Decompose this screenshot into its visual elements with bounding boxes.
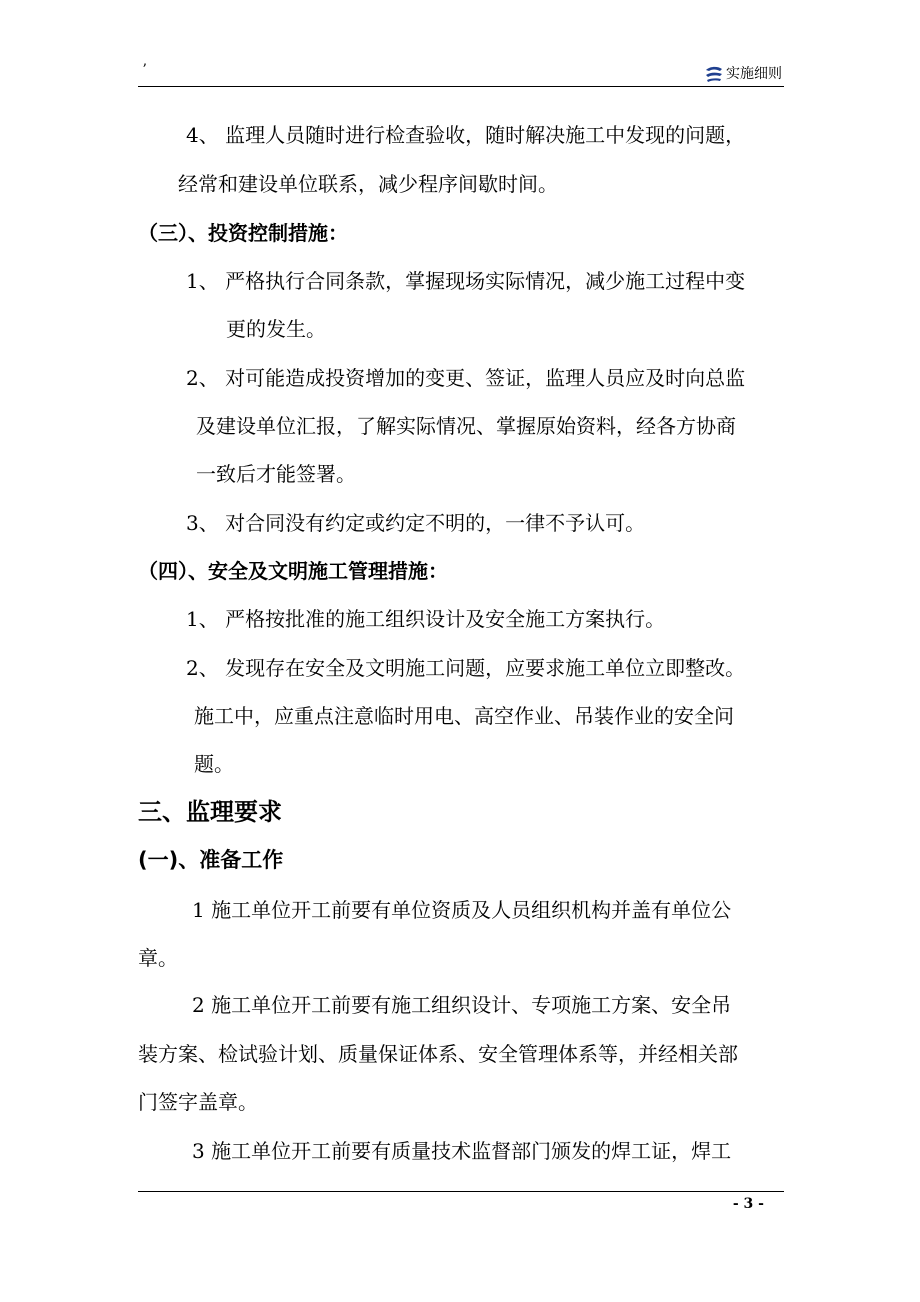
text-line: 2 施工单位开工前要有施工组织设计、专项施工方案、安全吊: [192, 993, 732, 1017]
header-title: 实施细则: [726, 66, 782, 82]
text-line: 一致后才能签署。: [196, 462, 356, 486]
text-line: 2、 发现存在安全及文明施工问题，应要求施工单位立即整改。: [186, 656, 746, 680]
text-line: 题。: [194, 752, 234, 776]
text-line: 1、 严格按批准的施工组织设计及安全施工方案执行。: [186, 607, 666, 631]
subsection-heading: (一)、准备工作: [138, 848, 284, 872]
text-line: 更的发生。: [226, 317, 326, 341]
text-line: 章。: [138, 946, 178, 970]
text-line: 3、 对合同没有约定或约定不明的，一律不予认可。: [186, 511, 646, 535]
text-line: 门签字盖章。: [138, 1090, 258, 1114]
text-line: 经常和建设单位联系，减少程序间歇时间。: [178, 172, 558, 196]
text-line: 施工中，应重点注意临时用电、高空作业、吊装作业的安全问: [194, 704, 734, 728]
page-header: [138, 60, 784, 87]
page-number: - 3 -: [732, 1196, 764, 1212]
section-heading: （三）、投资控制措施：: [138, 221, 348, 245]
company-logo-icon: [704, 66, 724, 82]
text-line: 2、 对可能造成投资增加的变更、签证，监理人员应及时向总监: [186, 366, 746, 390]
chapter-heading: 三、监理要求: [138, 798, 282, 826]
text-line: 及建设单位汇报，了解实际情况、掌握原始资料，经各方协商: [196, 414, 736, 438]
section-heading: （四）、安全及文明施工管理措施：: [138, 559, 448, 583]
text-line: 1 施工单位开工前要有单位资质及人员组织机构并盖有单位公: [192, 898, 732, 922]
text-line: 3 施工单位开工前要有质量技术监督部门颁发的焊工证，焊工: [192, 1139, 732, 1163]
text-line: 4、 监理人员随时进行检查验收，随时解决施工中发现的问题，: [186, 123, 746, 147]
header-mark: ʼ: [142, 62, 147, 78]
header-right: [704, 64, 782, 84]
text-line: 1、 严格执行合同条款，掌握现场实际情况，减少施工过程中变: [186, 269, 746, 293]
footer-rule: [138, 1191, 784, 1192]
text-line: 装方案、检试验计划、质量保证体系、安全管理体系等，并经相关部: [138, 1042, 738, 1066]
